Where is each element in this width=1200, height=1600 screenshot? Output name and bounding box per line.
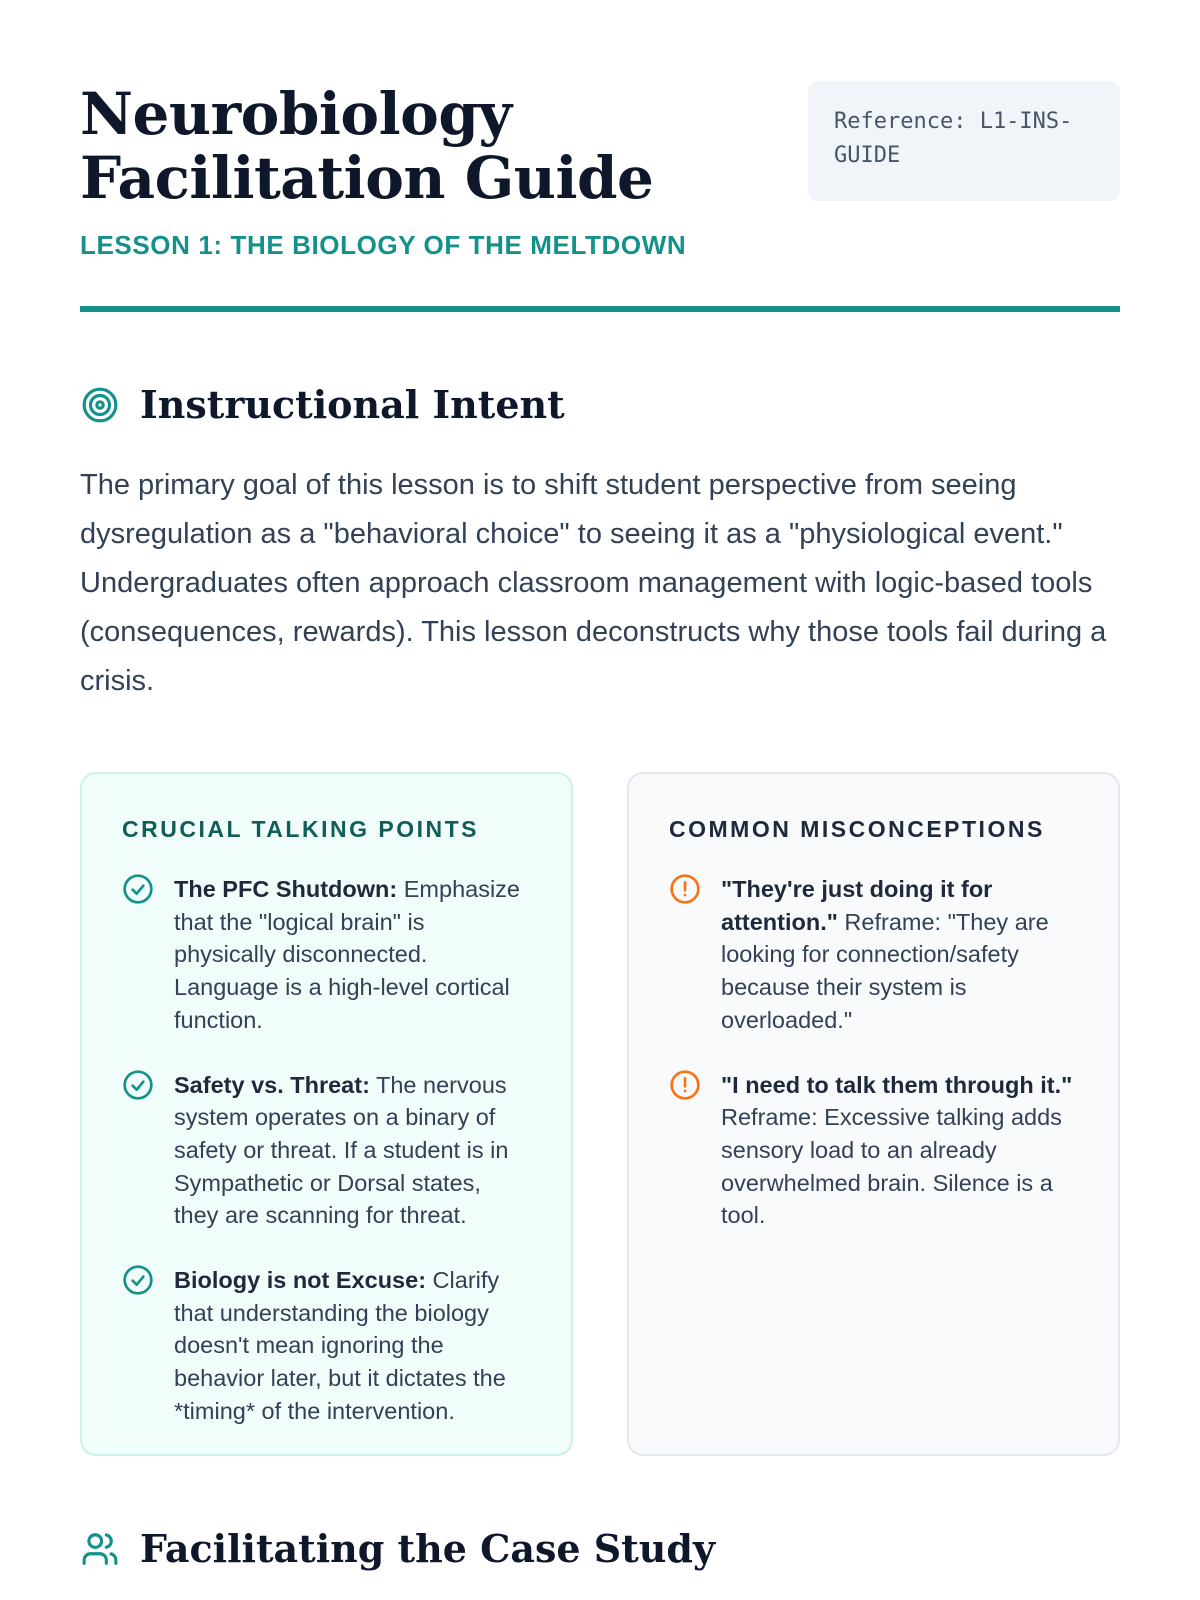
item-label: "I need to talk them through it." xyxy=(721,1071,1073,1098)
misconceptions-card xyxy=(627,772,1120,1456)
check-circle-icon xyxy=(122,873,154,905)
item-body: Clarify that understanding the biology doesn't mean ignoring the behavior later, but it dictates the *timing* of the intervention. xyxy=(174,1267,506,1424)
alert-circle-icon xyxy=(669,873,701,905)
card-heading: COMMON MISCONCEPTIONS xyxy=(669,816,1045,842)
section-title: Instructional Intent xyxy=(140,382,565,427)
lesson-subtitle: LESSON 1: THE BIOLOGY OF THE MELTDOWN xyxy=(80,230,687,260)
instructional-intent-section xyxy=(80,382,1120,706)
alert-circle-icon xyxy=(669,1069,701,1101)
item-text xyxy=(174,1069,531,1233)
section-header xyxy=(80,1526,1120,1571)
target-icon xyxy=(80,385,120,425)
card-heading: CRUCIAL TALKING POINTS xyxy=(122,816,479,842)
page-header xyxy=(80,0,1120,312)
item-label: "They're just doing it for attention." xyxy=(721,876,993,935)
page-title: Neurobiology Facilitation Guide xyxy=(80,80,654,212)
cards-row xyxy=(80,772,1120,1456)
item-label: Biology is not Excuse: xyxy=(174,1267,427,1294)
item-text xyxy=(721,873,1078,1037)
item-text xyxy=(174,1264,531,1428)
item-body: The nervous system operates on a binary of safety or threat. If a student is in Sympathetic or Dorsal states, they are scanning for threat. xyxy=(174,1071,509,1229)
list-item xyxy=(122,873,531,1037)
item-body: Reframe: Excessive talking adds sensory load to an already overwhelmed brain. Silence is a tool. xyxy=(721,1104,1062,1229)
misconceptions-list xyxy=(669,873,1078,1232)
section-title: Facilitating the Case Study xyxy=(140,1526,716,1571)
intent-paragraph: The primary goal of this lesson is to shift student perspective from seeing dysregulation as a "behavioral choice" to seeing it as a "physiological event." Undergraduates often approach classroom management with logic-based tools (consequences, rewards). This lesson deconstructs why those tools fail during a crisis. xyxy=(80,469,1107,697)
users-icon xyxy=(80,1529,120,1569)
list-item xyxy=(122,1264,531,1428)
list-item xyxy=(122,1069,531,1233)
list-item xyxy=(669,1069,1078,1233)
reference-badge: Reference: L1-INS-GUIDE xyxy=(808,81,1120,201)
item-text xyxy=(721,1069,1078,1233)
section-header xyxy=(80,382,1120,427)
item-label: The PFC Shutdown: xyxy=(174,876,398,902)
case-study-section xyxy=(80,1526,1120,1571)
list-item xyxy=(669,873,1078,1037)
item-body: Reframe: "They are looking for connection/safety because their system is overloaded." xyxy=(721,908,1049,1033)
item-body: Emphasize that the "logical brain" is physically disconnected. Language is a high-level cortical function. xyxy=(174,876,520,1033)
talking-points-card xyxy=(80,772,573,1456)
check-circle-icon xyxy=(122,1069,154,1101)
talking-points-list xyxy=(122,873,531,1428)
check-circle-icon xyxy=(122,1264,154,1296)
item-text xyxy=(174,873,531,1037)
item-label: Safety vs. Threat: xyxy=(174,1071,370,1098)
